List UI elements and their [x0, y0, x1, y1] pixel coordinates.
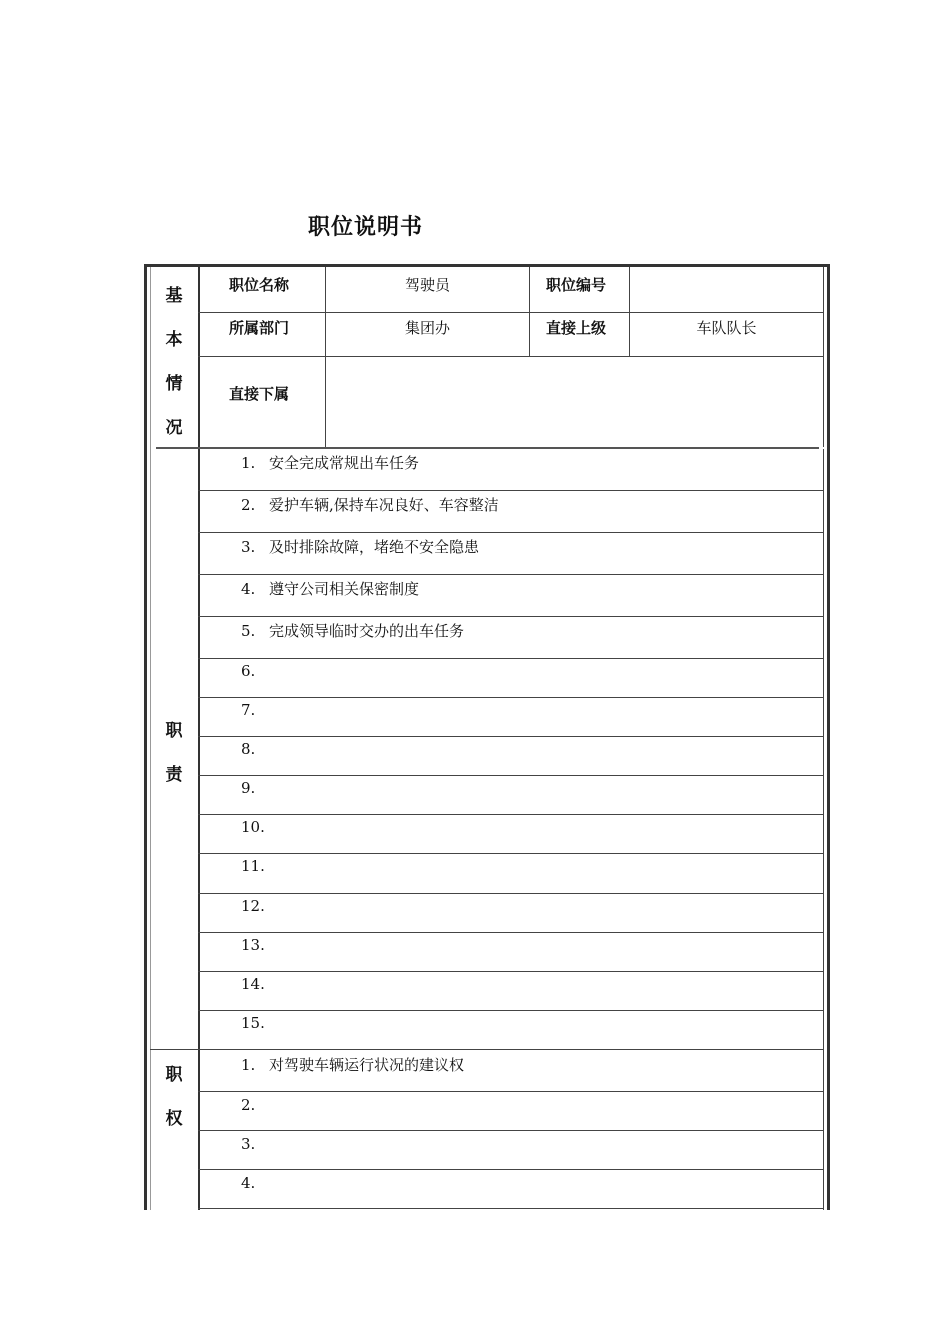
list-item — [241, 897, 269, 915]
item-number: 3. — [241, 538, 256, 556]
section-char: 况 — [165, 418, 183, 438]
list-item — [241, 1135, 269, 1153]
document-title: 职位说明书 — [308, 215, 424, 240]
item-text: 爱护车辆,保持车况良好、车容整洁 — [269, 496, 499, 514]
item-number: 4. — [241, 580, 256, 598]
section-char: 责 — [165, 765, 183, 785]
item-number: 13. — [241, 936, 265, 954]
row-divider — [198, 532, 824, 533]
row-divider — [198, 1010, 824, 1011]
item-number: 11. — [241, 857, 265, 875]
table-divider — [529, 267, 530, 356]
item-number: 5. — [241, 622, 256, 640]
table-divider — [629, 267, 630, 356]
supervisor-value: 车队队长 — [696, 319, 757, 337]
item-number: 3. — [241, 1135, 256, 1153]
basic-info-section-label — [160, 274, 188, 450]
item-text: 完成领导临时交办的出车任务 — [269, 622, 465, 640]
list-item — [241, 1054, 464, 1075]
item-number: 9. — [241, 779, 256, 797]
row-divider — [198, 574, 824, 575]
table-divider — [198, 356, 824, 357]
table-divider — [823, 267, 824, 447]
table-divider — [823, 449, 824, 1210]
item-number: 7. — [241, 701, 256, 719]
list-item — [241, 779, 269, 797]
list-item — [241, 818, 269, 836]
supervisor-label: 直接上级 — [546, 319, 607, 337]
item-text: 遵守公司相关保密制度 — [269, 580, 420, 598]
row-divider — [198, 697, 824, 698]
table-divider — [150, 267, 151, 1210]
row-divider — [198, 1208, 824, 1209]
row-divider — [198, 1130, 824, 1131]
item-number: 15. — [241, 1014, 265, 1032]
position-name-value: 驾驶员 — [404, 276, 450, 294]
row-divider — [198, 814, 824, 815]
list-item — [241, 452, 419, 473]
row-divider — [198, 893, 824, 894]
item-number: 14. — [241, 975, 265, 993]
list-item — [241, 494, 499, 515]
row-divider — [198, 853, 824, 854]
item-text: 对驾驶车辆运行状况的建议权 — [269, 1056, 465, 1074]
table-divider — [198, 312, 824, 313]
row-divider — [150, 1049, 824, 1050]
row-divider — [198, 490, 824, 491]
section-char: 职 — [165, 721, 183, 741]
section-column-divider — [198, 267, 200, 1210]
item-number: 4. — [241, 1174, 256, 1192]
item-number: 1. — [241, 1056, 256, 1074]
row-divider — [198, 971, 824, 972]
section-char: 职 — [165, 1065, 183, 1085]
item-number: 1. — [241, 454, 256, 472]
section-char: 基 — [165, 286, 183, 306]
section-char: 本 — [165, 330, 183, 350]
item-number: 6. — [241, 662, 256, 680]
department-label: 所属部门 — [229, 319, 290, 337]
section-char: 情 — [165, 374, 183, 394]
table-divider — [156, 447, 819, 449]
item-number: 2. — [241, 1096, 256, 1114]
row-divider — [198, 932, 824, 933]
list-item — [241, 1096, 269, 1114]
section-char: 权 — [165, 1109, 183, 1129]
department-value: 集团办 — [404, 319, 450, 337]
item-text: 安全完成常规出车任务 — [269, 454, 420, 472]
row-divider — [198, 775, 824, 776]
subordinate-label: 直接下属 — [229, 385, 290, 403]
list-item — [241, 536, 479, 557]
item-number: 10. — [241, 818, 265, 836]
row-divider — [198, 658, 824, 659]
row-divider — [198, 616, 824, 617]
item-text: 及时排除故障，堵绝不安全隐患 — [269, 538, 480, 556]
list-item — [241, 620, 464, 641]
row-divider — [198, 736, 824, 737]
row-divider — [198, 1169, 824, 1170]
list-item — [241, 975, 269, 993]
list-item — [241, 701, 269, 719]
duties-section-label — [160, 709, 188, 797]
item-number: 12. — [241, 897, 265, 915]
list-item — [241, 936, 269, 954]
list-item — [241, 1014, 269, 1032]
authority-section-label — [160, 1053, 188, 1141]
row-divider — [198, 1091, 824, 1092]
list-item — [241, 1174, 269, 1192]
item-number: 2. — [241, 496, 256, 514]
list-item — [241, 857, 269, 875]
list-item — [241, 578, 419, 599]
position-name-label: 职位名称 — [229, 276, 290, 294]
item-number: 8. — [241, 740, 256, 758]
list-item — [241, 662, 269, 680]
position-code-label: 职位编号 — [546, 276, 607, 294]
list-item — [241, 740, 269, 758]
